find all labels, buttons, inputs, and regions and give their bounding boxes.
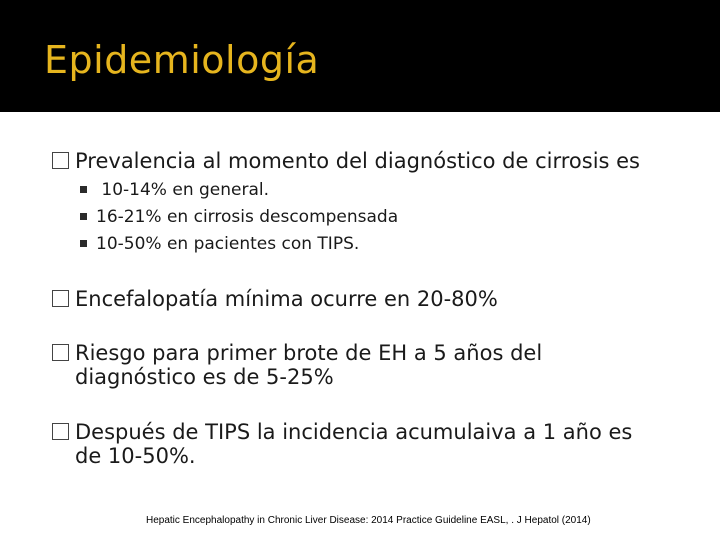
- bullet-text: Encefalopatía mínima ocurre en 20-80%: [75, 287, 498, 311]
- bullet-encefalopatia: [52, 287, 692, 311]
- filled-square-icon: [80, 213, 87, 220]
- filled-square-icon: [80, 186, 87, 193]
- bullet-riesgo: [52, 341, 572, 389]
- bullet-text: Prevalencia al momento del diagnóstico de cirrosis es: [75, 149, 641, 173]
- empty-square-icon: [52, 423, 69, 440]
- empty-square-icon: [52, 290, 69, 307]
- bullet-prevalencia: [52, 149, 692, 173]
- bullet-text: Riesgo para primer brote de EH a 5 años del diagnóstico es de 5-25%: [75, 341, 543, 389]
- empty-square-icon: [52, 344, 69, 361]
- subitem-descompensada: [80, 207, 680, 227]
- filled-square-icon: [80, 240, 87, 247]
- bullet-tips: [52, 420, 662, 468]
- bullet-text: Después de TIPS la incidencia acumulaiva a 1 año es de 10-50%.: [75, 420, 633, 468]
- subitem-general: [80, 180, 680, 200]
- reference-citation: Hepatic Encephalopathy in Chronic Liver Disease: 2014 Practice Guideline EASL, . J Hepatol (2014): [146, 515, 591, 526]
- subitem-tips: [80, 234, 680, 254]
- subitem-text: 16-21% en cirrosis descompensada: [96, 207, 399, 227]
- subitem-text: 10-14% en general.: [96, 180, 270, 200]
- slide-title: Epidemiología: [44, 38, 320, 82]
- empty-square-icon: [52, 152, 69, 169]
- subitem-text: 10-50% en pacientes con TIPS.: [96, 234, 360, 254]
